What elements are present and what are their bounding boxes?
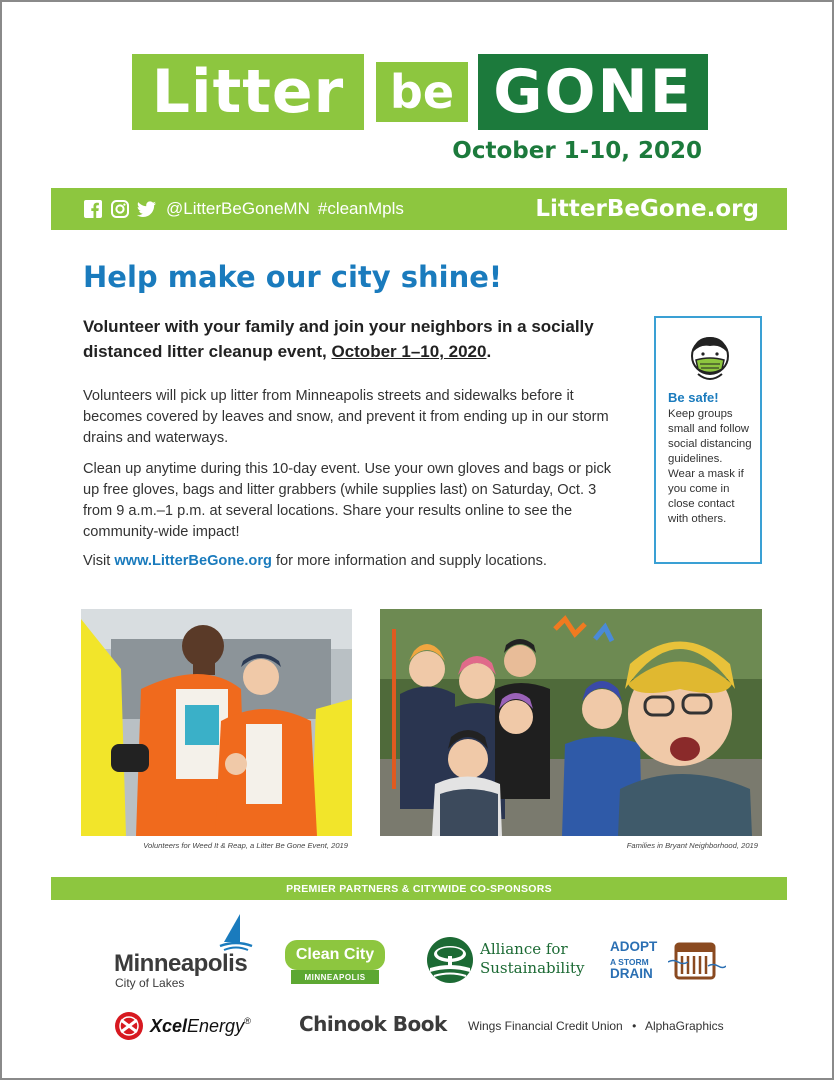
sponsor-others: [468, 1019, 724, 1033]
xcel-logo-icon: [114, 1011, 144, 1041]
logo-be: be: [376, 62, 468, 122]
photo-volunteers: [81, 609, 352, 836]
social-links: [83, 199, 404, 219]
sponsor-wings: Wings Financial Credit Union: [468, 1019, 623, 1033]
hashtag[interactable]: #cleanMpls: [317, 199, 404, 218]
be-safe-text: Keep groups small and follow social distancing guidelines. Wear a mask if you come in close contact with others.: [668, 408, 752, 525]
lead-text: Volunteer with your family and join your neighbors in a socially distanced litter cleanup event,: [83, 317, 594, 361]
visit-text: Visit: [83, 553, 115, 569]
paragraph-visit: [83, 551, 623, 572]
paragraph-volunteers: Volunteers will pick up litter from Minneapolis streets and sidewalks before it becomes covered by leaves and snow, and prevent it from ending up in our storm drains and waterways.: [83, 388, 609, 446]
sponsor-clean-city: [285, 940, 385, 988]
sponsor-alphagraphics: AlphaGraphics: [644, 1019, 724, 1033]
minneapolis-name: Minneapolis: [114, 950, 248, 977]
adopt-line1: ADOPT: [610, 939, 658, 954]
litter-be-gone-logo: [132, 54, 708, 130]
headline: Help make our city shine!: [83, 260, 503, 294]
sponsor-separator: •: [632, 1019, 637, 1033]
be-safe-box: [654, 316, 762, 564]
sponsor-xcel-energy: [114, 1010, 251, 1042]
alliance-name: [480, 940, 585, 978]
social-bar: [51, 188, 787, 230]
alliance-tree-icon: [426, 936, 474, 984]
storm-drain-icon: [668, 942, 726, 982]
adopt-line3: DRAIN: [610, 966, 653, 981]
xcel-word2: Energy: [187, 1015, 245, 1036]
photo-families-caption: Families in Bryant Neighborhood, 2019: [626, 841, 758, 850]
website-link[interactable]: LitterBeGone.org: [535, 196, 759, 222]
logo-gone: GONE: [478, 54, 708, 130]
be-safe-title: Be safe!: [668, 390, 719, 405]
paragraph-cleanup: Clean up anytime during this 10-day event. Use your own gloves and bags or pick up free gloves, bags and litter grabbers (while supplies last) on Saturday, Oct. 3 from 9 a.m.–1 p.m. at several locations. Share your results online to see the community-wide impact!: [83, 461, 612, 540]
lead-date: October 1–10, 2020: [331, 342, 487, 361]
lead-paragraph: [83, 314, 623, 364]
event-dates: October 1-10, 2020: [452, 138, 702, 164]
twitter-icon[interactable]: [137, 200, 156, 219]
adopt-line2: A STORM: [610, 956, 649, 967]
masked-face-icon: [687, 332, 733, 384]
xcel-registered: ®: [244, 1015, 251, 1026]
clean-city-sub: MINNEAPOLIS: [291, 970, 379, 984]
instagram-icon[interactable]: [110, 200, 129, 219]
minneapolis-sub: City of Lakes: [115, 976, 185, 990]
xcel-word1: Xcel: [150, 1015, 188, 1036]
photo-families: [380, 609, 762, 836]
visit-end: for more information and supply locations.: [271, 553, 547, 569]
logo-litter: Litter: [132, 54, 364, 130]
minneapolis-sail-icon: [218, 912, 254, 952]
xcel-name: [150, 1016, 251, 1037]
alliance-line1: Alliance for: [480, 940, 568, 958]
visit-link[interactable]: www.LitterBeGone.org: [114, 553, 272, 569]
sponsor-alliance: [426, 936, 586, 988]
adopt-drain-name: [610, 940, 657, 981]
partners-bar: PREMIER PARTNERS & CITYWIDE CO-SPONSORS: [51, 877, 787, 900]
sponsor-minneapolis: [114, 912, 254, 992]
sponsor-adopt-a-storm-drain: [610, 940, 730, 984]
photo-volunteers-caption: Volunteers for Weed It & Reap, a Litter Be Gone Event, 2019: [143, 841, 348, 850]
facebook-icon[interactable]: [83, 200, 102, 219]
twitter-handle[interactable]: @LitterBeGoneMN: [166, 199, 310, 218]
alliance-line2: Sustainability: [480, 959, 585, 977]
sponsor-chinook-book: Chinook Book: [299, 1012, 447, 1036]
clean-city-name: Clean City: [285, 940, 385, 970]
lead-end: .: [486, 342, 492, 361]
